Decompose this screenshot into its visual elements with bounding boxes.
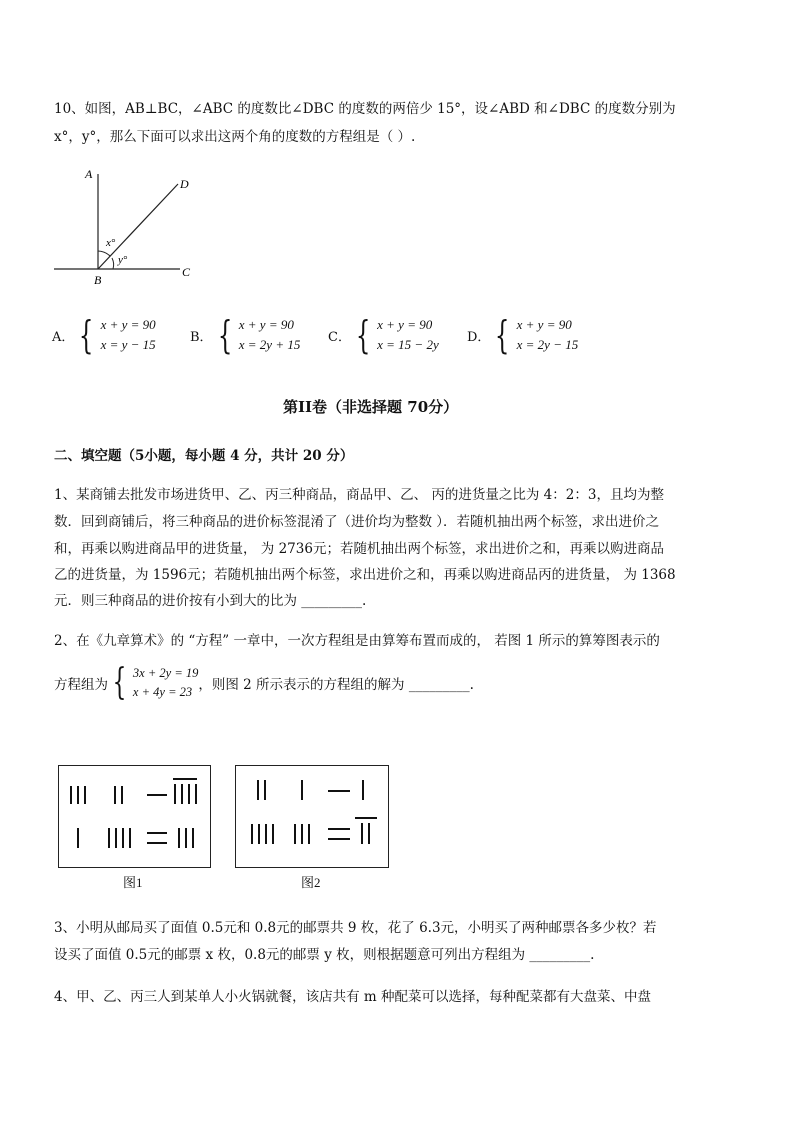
option-c-system <box>377 315 439 355</box>
q10-line2: x°，y°，那么下面可以求出这两个角的度数的方程组是（ ）. <box>54 129 416 145</box>
label-D: D <box>180 177 189 191</box>
option-a-label: A． <box>52 329 75 345</box>
counting-rod-figure-1 <box>58 765 211 868</box>
angle-figure <box>50 162 210 287</box>
q1-line2: 数．回到商铺后，将三种商品的进价标签混淆了（进价均为整数 ）．若随机抽出两个标签，求出进价之 <box>54 514 660 530</box>
option-b-system <box>239 315 301 355</box>
rod-pattern-2 <box>236 766 388 867</box>
option-c-label: C． <box>328 329 351 345</box>
rod-pattern-1 <box>59 766 210 867</box>
option-d-eq2: x = 2y − 15 <box>516 337 579 352</box>
option-c[interactable] <box>328 315 439 355</box>
q2-system <box>133 664 198 702</box>
section-heading: 二、填空题（5小题，每小题 4 分，共计 20 分） <box>54 448 354 464</box>
q2-eq2: x + 4y = 23 <box>132 685 193 699</box>
label-C: C <box>182 265 191 279</box>
figure-1-caption: 图1 <box>123 875 143 890</box>
q10-line1: 10、如图，AB⊥BC，∠ABC 的度数比∠DBC 的度数的两倍少 15°，设∠ABD 和∠DBC 的度数分别为 <box>54 101 676 117</box>
label-y: y° <box>118 254 128 266</box>
label-B: B <box>94 273 102 287</box>
option-b-eq1: x + y = 90 <box>238 317 294 332</box>
option-d-system <box>517 315 579 355</box>
brace: { <box>217 313 232 357</box>
option-d-eq1: x + y = 90 <box>516 317 572 332</box>
option-b-label: B． <box>190 329 213 345</box>
brace: { <box>112 662 127 703</box>
q1-line1: 1、某商铺去批发市场进货甲、乙、丙三种商品，商品甲、乙、 丙的进货量之比为 4：2：3，且均为整 <box>54 487 664 503</box>
label-x: x° <box>106 237 116 249</box>
option-c-eq2: x = 15 − 2y <box>377 337 439 352</box>
q3-line2: 设买了面值 0.5元的邮票 x 枚，0.8元的邮票 y 枚，则根据题意可列出方程组为 _________. <box>54 947 595 963</box>
option-b[interactable] <box>190 315 300 355</box>
option-c-eq1: x + y = 90 <box>377 317 433 332</box>
option-a-eq1: x + y = 90 <box>100 317 156 332</box>
q2-prefix: 方程组为 <box>54 677 108 693</box>
counting-rod-figure-2 <box>235 765 389 868</box>
option-a[interactable] <box>52 315 156 355</box>
q3-line1: 3、小明从邮局买了面值 0.5元和 0.8元的邮票共 9 枚，花了 6.3元，小明买了两种邮票各多少枚？若 <box>54 920 657 936</box>
brace: { <box>495 313 510 357</box>
q2-line2 <box>54 664 474 702</box>
q1-line5: 元．则三种商品的进价按有小到大的比为 _________. <box>54 593 367 609</box>
q2-suffix: ，则图 2 所示表示的方程组的解为 _________. <box>198 677 474 693</box>
brace: { <box>355 313 371 357</box>
q1-line4: 乙的进货量，为 1596元；若随机抽出两个标签，求出进价之和，再乘以购进商品丙的进货量， 为 1368 <box>54 567 676 583</box>
option-d[interactable] <box>467 315 578 355</box>
label-A: A <box>85 167 93 181</box>
q4-line1: 4、甲、乙、丙三人到某单人小火锅就餐，该店共有 m 种配菜可以选择，每种配菜都有大盘菜、中盘 <box>54 989 651 1005</box>
option-a-system <box>101 315 156 355</box>
option-b-eq2: x = 2y + 15 <box>238 337 301 352</box>
q2-eq1: 3x + 2y = 19 <box>132 666 199 680</box>
option-d-label: D． <box>467 329 491 345</box>
q2-line1: 2、在《九章算术》的 “方程” 一章中，一次方程组是由算筹布置而成的， 若图 1 所示的算筹图表示的 <box>54 633 660 649</box>
brace: { <box>79 313 94 357</box>
figure-2-caption: 图2 <box>301 875 321 890</box>
option-a-eq2: x = y − 15 <box>100 337 156 352</box>
part2-title: 第II卷（非选择题 70分） <box>283 398 459 416</box>
q1-line3: 和，再乘以购进商品甲的进货量， 为 2736元；若随机抽出两个标签，求出进价之和，再乘以购进商品 <box>54 541 664 557</box>
